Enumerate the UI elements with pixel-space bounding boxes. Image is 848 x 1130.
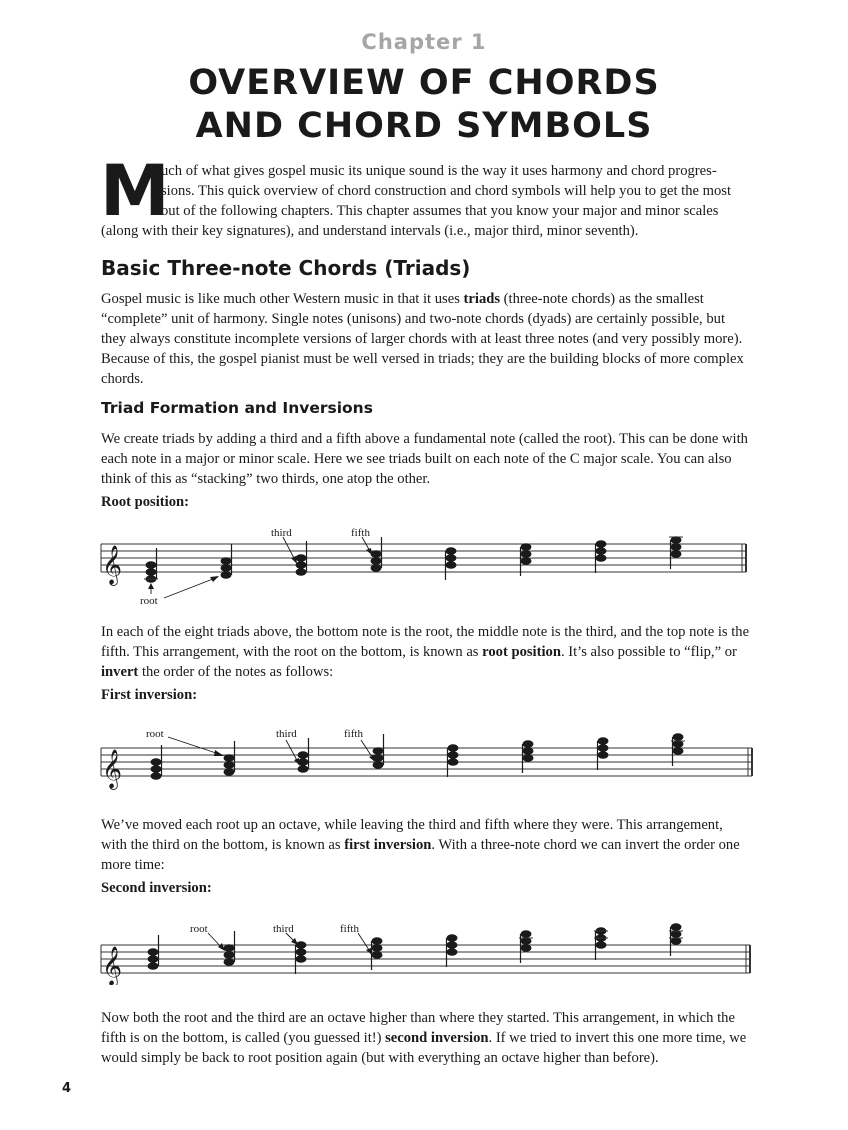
treble-clef: 𝄞 (102, 545, 123, 585)
note (224, 951, 235, 958)
annotation-third: third (276, 728, 297, 740)
note (598, 751, 609, 758)
note (296, 554, 307, 561)
note (372, 937, 383, 944)
note (671, 923, 682, 930)
note (296, 941, 307, 948)
note (446, 561, 457, 568)
chapter-label: Chapter 1 (361, 30, 487, 54)
note (371, 564, 382, 571)
note (448, 751, 459, 758)
note (446, 547, 457, 554)
section-heading-triads: Basic Three-note Chords (Triads) (101, 256, 471, 280)
drop-cap: M (100, 150, 168, 232)
note (151, 765, 162, 772)
note (523, 754, 534, 761)
note (151, 772, 162, 779)
note (372, 944, 383, 951)
annotation-root: root (140, 595, 158, 607)
note (673, 747, 684, 754)
note (373, 761, 384, 768)
note (447, 934, 458, 941)
paragraph-root-position: In each of the eight triads above, the bottom note is the root, the middle note is the third, and the top note is the fifth. This arrangement, with the root on the bottom, is known as root position. It’s also possible to “flip,” or invert the order of the notes as follows: (101, 624, 750, 680)
note (298, 765, 309, 772)
note (596, 540, 607, 547)
note (596, 554, 607, 561)
note (148, 962, 159, 969)
note (521, 543, 532, 550)
annotation-third: third (271, 527, 292, 539)
note (224, 958, 235, 965)
note (221, 571, 232, 578)
note (521, 930, 532, 937)
annotation-fifth: fifth (351, 527, 370, 539)
annotation-fifth: fifth (340, 923, 359, 935)
paragraph-triads: Gospel music is like much other Western music in that it uses triads (three-note chords) as the smallest “complete” unit of harmony. Single notes (unisons) and two-note chords (dyads) are certainly possible, but they always constitute incomplete versions of larger chords with at least three notes (and very possibly more). Because of this, the gospel pianist must be well versed in triads; they are the building blocks of more complex chords. (101, 291, 744, 387)
intro-line-4: (along with their key signatures), and understand intervals (i.e., major third, minor seventh). (101, 223, 639, 239)
note (521, 944, 532, 951)
subheading-triad-formation: Triad Formation and Inversions (101, 399, 373, 417)
note (146, 561, 157, 568)
note (224, 944, 235, 951)
annotation-fifth: fifth (344, 728, 363, 740)
label-root-position: Root position: (101, 494, 189, 510)
note (373, 747, 384, 754)
note (224, 761, 235, 768)
note (148, 955, 159, 962)
note (521, 557, 532, 564)
note (372, 951, 383, 958)
note (146, 568, 157, 575)
intro-line-2: sions. This quick overview of chord construction and chord symbols will help you to get the most (161, 183, 732, 199)
note (596, 941, 607, 948)
note (523, 740, 534, 747)
annotation-third: third (273, 923, 294, 935)
note (446, 554, 457, 561)
title-line-2: AND CHORD SYMBOLS (195, 106, 653, 146)
note (371, 550, 382, 557)
label-second-inversion: Second inversion: (101, 880, 212, 896)
staff-second-inversion (96, 915, 756, 985)
note (221, 557, 232, 564)
note (296, 955, 307, 962)
note (447, 941, 458, 948)
paragraph-second-inversion: Now both the root and the third are an octave higher than where they started. This arrangement, in which the fifth is on the bottom, is called (you guessed it!) second inversion. If we tried to invert this one more time, we would simply be back to root position again (but with everything an octave higher than before). (101, 1010, 747, 1066)
note (523, 747, 534, 754)
note (598, 737, 609, 744)
note (151, 758, 162, 765)
note (448, 744, 459, 751)
staff-first-inversion (96, 720, 756, 790)
note (448, 758, 459, 765)
note (224, 768, 235, 775)
note (224, 754, 235, 761)
annotation-root: root (190, 923, 208, 935)
note (296, 568, 307, 575)
note (298, 751, 309, 758)
staff-root-position (96, 520, 756, 610)
paragraph-first-inversion: We’ve moved each root up an octave, while leaving the third and fifth where they were. This arrangement, with the third on the bottom, is known as first inversion. With a three-note chord we can invert the order one more time: (101, 817, 740, 873)
intro-line-3: out of the following chapters. This chapter assumes that you know your major and minor scales (161, 203, 719, 219)
note (296, 561, 307, 568)
note (598, 744, 609, 751)
note (673, 733, 684, 740)
title-line-1: OVERVIEW OF CHORDS (188, 63, 660, 103)
note (671, 550, 682, 557)
page-number: 4 (62, 1081, 72, 1096)
note (447, 948, 458, 955)
note (148, 948, 159, 955)
treble-clef: 𝄞 (102, 946, 123, 985)
note (371, 557, 382, 564)
intro-line-1: uch of what gives gospel music its unique sound is the way it uses harmony and chord progres- (161, 163, 717, 179)
paragraph-triad-formation: We create triads by adding a third and a fifth above a fundamental note (called the root). This can be done with each note in a major or minor scale. Here we see triads built on each note of the C major scale. You can also think of this as “stacking” two thirds, one atop the other. (101, 431, 748, 487)
note (296, 948, 307, 955)
note (221, 564, 232, 571)
note (671, 543, 682, 550)
label-first-inversion: First inversion: (101, 687, 198, 703)
treble-clef: 𝄞 (102, 749, 123, 789)
annotation-root: root (146, 728, 164, 740)
note (521, 550, 532, 557)
page-title (0, 62, 848, 148)
note (596, 547, 607, 554)
